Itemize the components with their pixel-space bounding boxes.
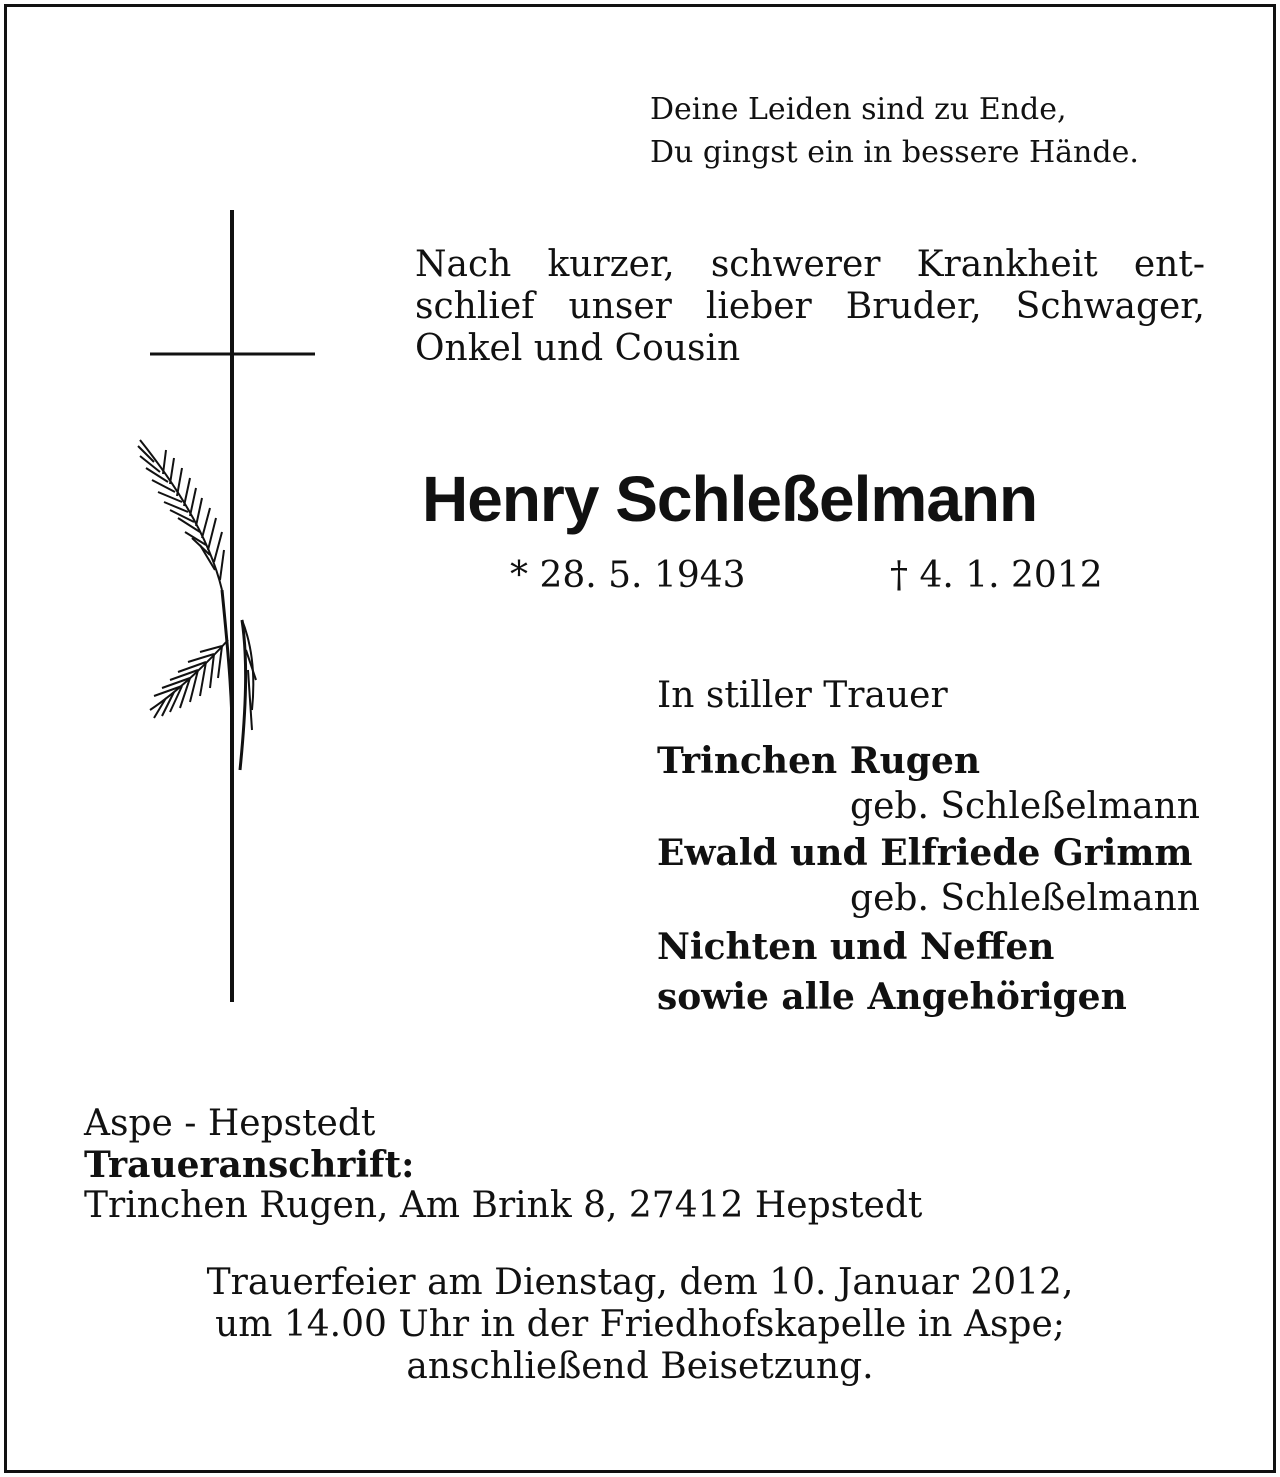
mourner-note: geb. Schleßelmann — [850, 786, 1200, 827]
address-line: Trinchen Rugen, Am Brink 8, 27412 Hepstedt — [84, 1185, 923, 1226]
mourning-heading: In stiller Trauer — [657, 675, 948, 716]
motto — [650, 88, 1139, 174]
funeral-line-3: anschließend Beisetzung. — [406, 1346, 874, 1387]
birth-date: * 28. 5. 1943 — [510, 555, 746, 596]
mourner-name: Trinchen Rugen — [657, 740, 981, 782]
intro-line-1: Nach kurzer, schwerer Krankheit ent- — [415, 244, 1205, 285]
intro-text — [415, 244, 1205, 370]
place: Aspe - Hepstedt — [84, 1103, 376, 1144]
motto-line-2: Du gingst ein in bessere Hände. — [650, 135, 1139, 170]
motto-line-1: Deine Leiden sind zu Ende, — [650, 92, 1067, 127]
address-label: Traueranschrift: — [84, 1144, 415, 1186]
mourner-note: geb. Schleßelmann — [850, 878, 1200, 919]
funeral-info — [120, 1262, 1160, 1388]
cross-with-grain-icon — [130, 210, 330, 1010]
intro-line-3: Onkel und Cousin — [415, 328, 741, 369]
deceased-name: Henry Schleßelmann — [422, 463, 1038, 535]
mourner-others: sowie alle Angehörigen — [657, 976, 1127, 1018]
funeral-line-2: um 14.00 Uhr in der Friedhofskapelle in Aspe; — [215, 1304, 1065, 1345]
funeral-line-1: Trauerfeier am Dienstag, dem 10. Januar 2012, — [206, 1262, 1074, 1303]
intro-line-2: schlief unser lieber Bruder, Schwager, — [415, 286, 1205, 327]
mourners-list — [657, 738, 1200, 1022]
mourner-relatives: Nichten und Neffen — [657, 926, 1055, 968]
mourner-name: Ewald und Elfriede Grimm — [657, 832, 1193, 874]
death-date: † 4. 1. 2012 — [890, 555, 1103, 596]
